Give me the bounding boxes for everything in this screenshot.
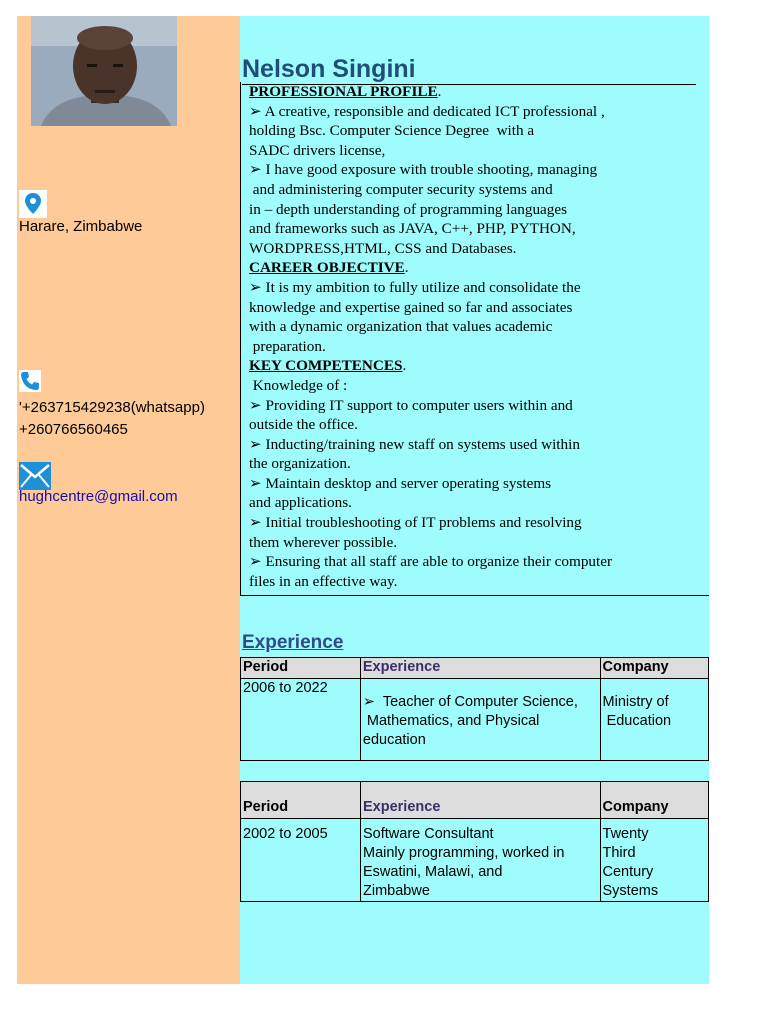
- text-line: ➢ Initial troubleshooting of IT problems and resolving: [249, 514, 582, 532]
- text-line: the organization.: [249, 455, 351, 473]
- text-line: and administering computer security systems and: [249, 180, 553, 198]
- text-line: Twenty: [602, 826, 649, 842]
- text-line: holding Bsc. Computer Science Degree with a: [249, 122, 535, 140]
- text-line: knowledge and expertise gained so far and associates: [249, 298, 573, 316]
- text-line: and applications.: [249, 494, 352, 512]
- row-period: 2002 to 2005: [241, 819, 361, 902]
- candidate-name: Nelson Singini: [242, 54, 696, 85]
- text-line: files in an effective way.: [249, 572, 398, 590]
- table-header-row: [241, 658, 709, 679]
- table-row: [241, 819, 709, 902]
- text-line: Software Consultant: [363, 826, 494, 842]
- profile-section: PROFESSIONAL PROFILE. ➢ A creative, responsible and dedicated ICT professional , holding Bsc. Computer Science Degree with a SADC drivers license, ➢ I have good exposure with trouble shooting, managing and administering computer security systems and in – depth understanding of programming languages and frameworks such as JAVA, C++, PHP, PYTHON, WORDPRESS,HTML, CSS and Databases. CAREER OBJECTIVE. ➢ It is my ambition to fully utilize and consolidate the knowledge and expertise gained so far and associates with a dynamic organization that values academic preparation. KEY COMPETENCES. Knowledge of : ➢ Providing IT support to computer users within and outside the office. ➢ Inducting/training new staff on systems used within the organization. ➢ Maintain desktop and server operating systems and applications. ➢ Initial troubleshooting of IT problems and resolving them wherever possible. ➢ Ensuring that all staff are able to organize their computer files in an effective way.: [249, 82, 709, 591]
- main-content: [240, 16, 709, 984]
- career-objective-text: [249, 278, 709, 356]
- profile-paragraph-2: [249, 160, 709, 258]
- experience-table-2: [240, 781, 709, 902]
- text-line: ➢ Teacher of Computer Science,: [362, 694, 578, 710]
- text-line: Third: [602, 845, 636, 861]
- resume-page: [17, 16, 709, 984]
- text-line: outside the office.: [249, 416, 358, 434]
- header-experience: Experience: [361, 782, 601, 819]
- text-line: Knowledge of :: [249, 376, 348, 394]
- profile-photo: [31, 16, 177, 126]
- row-period: 2006 to 2022: [241, 679, 361, 761]
- sidebar: [17, 16, 240, 984]
- phone-whatsapp[interactable]: '+263715429238(whatsapp): [19, 399, 205, 416]
- header-period: Period: [241, 658, 361, 679]
- heading-professional-profile: PROFESSIONAL PROFILE: [249, 83, 438, 100]
- text-line: with a dynamic organization that values academic: [249, 318, 553, 336]
- location-text: Harare, Zimbabwe: [19, 218, 143, 235]
- text-line: education: [362, 732, 426, 748]
- experience-table-1: [240, 657, 709, 761]
- text-line: Education: [602, 713, 672, 729]
- text-line: Ministry of: [602, 694, 669, 710]
- location-pin-icon: [19, 190, 47, 218]
- row-company: [600, 679, 708, 761]
- phone-secondary[interactable]: +260766560465: [19, 421, 128, 438]
- text-line: ➢ A creative, responsible and dedicated ICT professional ,: [249, 102, 605, 120]
- text-line: ➢ Inducting/training new staff on systems used within: [249, 435, 580, 453]
- text-line: Mainly programming, worked in: [363, 845, 565, 861]
- row-company: [600, 819, 708, 902]
- text-line: SADC drivers license,: [249, 141, 386, 159]
- text-line: in – depth understanding of programming languages: [249, 200, 568, 218]
- text-line: ➢ Providing IT support to computer users within and: [249, 396, 573, 414]
- header-company: Company: [600, 658, 708, 679]
- text-line: ➢ Ensuring that all staff are able to organize their computer: [249, 553, 613, 571]
- text-line: them wherever possible.: [249, 533, 398, 551]
- heading-key-competences: KEY COMPETENCES: [249, 357, 403, 375]
- text-line: ➢ Maintain desktop and server operating systems: [249, 474, 552, 492]
- header-period: Period: [241, 782, 361, 819]
- key-competences-list: [249, 376, 709, 592]
- text-line: preparation.: [249, 337, 326, 355]
- header-experience: Experience: [360, 658, 600, 679]
- table-row: [241, 679, 709, 761]
- text-line: ➢ It is my ambition to fully utilize and consolidate the: [249, 278, 581, 296]
- text-line: Systems: [602, 883, 659, 899]
- text-line: ➢ I have good exposure with trouble shooting, managing: [249, 161, 598, 179]
- table-header-row: [241, 782, 709, 819]
- text-line: WORDPRESS,HTML, CSS and Databases.: [249, 239, 517, 257]
- text-line: Mathematics, and Physical: [362, 713, 540, 729]
- row-experience: [361, 819, 601, 902]
- text-line: Eswatini, Malawi, and: [363, 864, 503, 880]
- email-link[interactable]: hughcentre@gmail.com: [19, 488, 178, 505]
- experience-heading: Experience: [242, 632, 344, 653]
- profile-paragraph-1: [249, 102, 709, 161]
- phone-icon: [19, 370, 41, 392]
- text-line: Century: [602, 864, 654, 880]
- header-company: Company: [600, 782, 708, 819]
- text-line: Zimbabwe: [363, 883, 430, 899]
- text-line: and frameworks such as JAVA, C++, PHP, PYTHON,: [249, 220, 576, 238]
- row-experience: [360, 679, 600, 761]
- heading-career-objective: CAREER OBJECTIVE: [249, 259, 405, 277]
